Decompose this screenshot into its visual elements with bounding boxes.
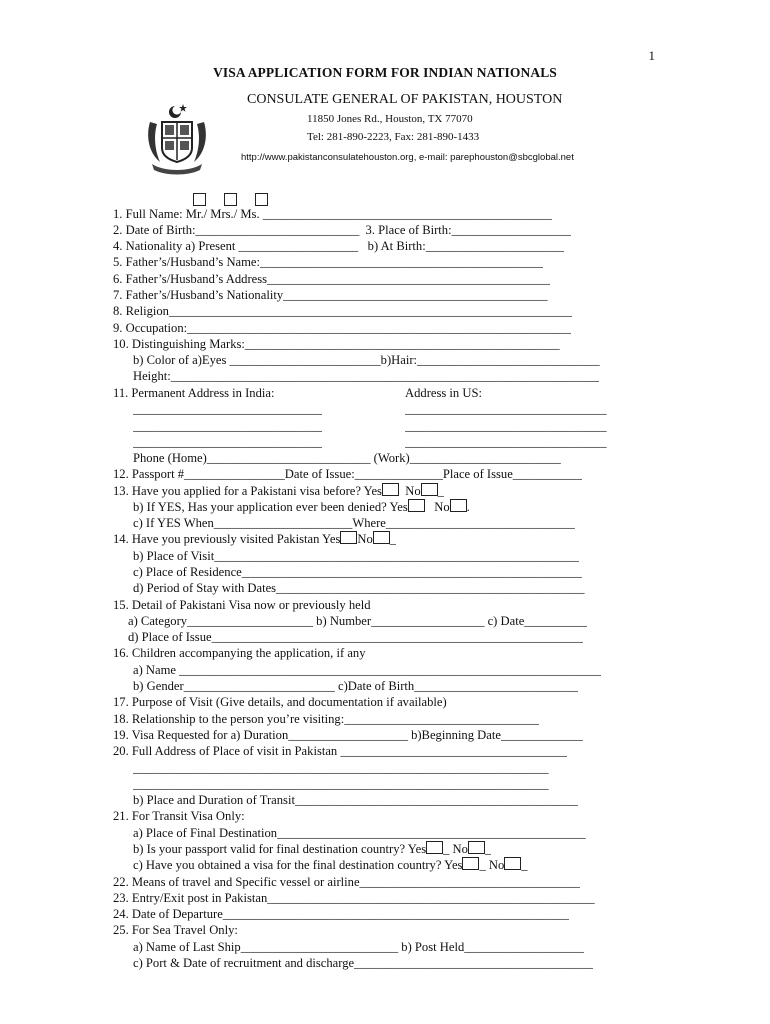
form-line-text: 7. Father’s/Husband’s Nationality__________________________________________ <box>113 288 548 302</box>
form-line-tail: _ No <box>479 858 505 872</box>
form-line-text: b) If YES, Has your application ever been denied? Yes <box>133 500 408 514</box>
form-line <box>113 727 583 743</box>
form-line-text: Height:____________________________________________________________________ <box>133 369 599 383</box>
form-line-text: d) Period of Stay with Dates_________________________________________________ <box>133 581 585 595</box>
form-line <box>133 678 578 694</box>
form-line <box>113 303 572 319</box>
form-line-text: 9. Occupation:_____________________________________________________________ <box>113 321 572 335</box>
form-line-text: 24. Date of Departure_______________________________________________________ <box>113 907 570 921</box>
form-line <box>133 825 586 841</box>
form-line <box>113 906 569 922</box>
form-line-text: c) Port & Date of recruitment and discharge______________________________________ <box>133 956 594 970</box>
form-line-tail: _ <box>389 532 397 546</box>
form-line-text: 15. Detail of Pakistani Visa now or previously held <box>113 598 371 612</box>
form-line-text: 22. Means of travel and Specific vessel or airline___________________________________ <box>113 875 580 889</box>
form-line-text: c) Place of Residence______________________________________________________ <box>133 565 582 579</box>
form-line-text: 17. Purpose of Visit (Give details, and documentation if available) <box>113 695 447 709</box>
form-line <box>405 434 607 450</box>
mr-checkbox[interactable] <box>193 193 206 206</box>
form-line <box>113 238 564 254</box>
consulate-web-email: http://www.pakistanconsulatehouston.org, e-mail: parephouston@sbcglobal.net <box>241 152 574 163</box>
form-line <box>133 776 549 792</box>
form-line <box>113 743 567 759</box>
form-line <box>133 352 600 368</box>
form-title: VISA APPLICATION FORM FOR INDIAN NATIONALS <box>213 65 557 80</box>
form-line-text: ______________________________ <box>133 419 322 433</box>
form-line-text: ______________________________ <box>133 402 322 416</box>
form-line <box>133 939 584 955</box>
form-line <box>133 564 582 580</box>
consulate-address: 11850 Jones Rd., Houston, TX 77070 <box>307 113 473 125</box>
form-line-tail: . <box>466 500 470 514</box>
form-line-text: a) Name of Last Ship_________________________ b) Post Held___________________ <box>133 940 584 954</box>
form-line <box>405 418 607 434</box>
form-line <box>113 645 366 661</box>
form-line-text: 14. Have you previously visited Pakistan Yes <box>113 532 341 546</box>
form-line-text: 1. Full Name: Mr./ Mrs./ Ms. ______________________________________________ <box>113 207 553 221</box>
form-line <box>113 385 274 401</box>
form-line-text: 11. Permanent Address in India: <box>113 386 275 400</box>
form-line-text: c) If YES When______________________Where______________________________ <box>133 516 575 530</box>
form-line <box>133 515 575 531</box>
yes-checkbox[interactable] <box>462 857 479 870</box>
form-line-text: 10. Distinguishing Marks:__________________________________________________ <box>113 337 560 351</box>
form-line-text: 16. Children accompanying the application, if any <box>113 646 366 660</box>
form-line <box>113 466 582 482</box>
no-checkbox[interactable] <box>504 857 521 870</box>
form-line <box>133 499 470 515</box>
form-line-tail: _ <box>484 842 492 856</box>
yes-checkbox[interactable] <box>408 499 425 512</box>
form-line-text: 2. Date of Birth:__________________________ 3. Place of Birth:___________________ <box>113 223 572 237</box>
form-line <box>128 613 587 629</box>
form-line <box>133 857 528 873</box>
form-line <box>113 711 539 727</box>
form-line <box>133 401 322 417</box>
form-line-text: 6. Father’s/Husband’s Address_____________________________________________ <box>113 272 551 286</box>
no-checkbox[interactable] <box>373 531 390 544</box>
form-line-tail: _ No <box>443 842 468 856</box>
form-line <box>113 890 595 906</box>
form-line-text: 8. Religion________________________________________________________________ <box>113 304 572 318</box>
form-line-text: b) Place of Visit__________________________________________________________ <box>133 549 580 563</box>
form-line <box>113 597 371 613</box>
form-line-text: ________________________________ <box>405 435 607 449</box>
yes-checkbox[interactable] <box>426 841 443 854</box>
form-line-text: b) Gender________________________ c)Date of Birth__________________________ <box>133 679 578 693</box>
form-line <box>113 254 543 270</box>
form-line-text: 25. For Sea Travel Only: <box>113 923 238 937</box>
form-line <box>133 580 585 596</box>
form-line <box>113 320 571 336</box>
form-line <box>133 368 599 384</box>
consulate-name: CONSULATE GENERAL OF PAKISTAN, HOUSTON <box>247 92 563 107</box>
page-number: 1 <box>648 48 655 63</box>
form-line-text: a) Name ___________________________________________________________________ <box>133 663 602 677</box>
form-line-tail: No <box>424 500 450 514</box>
form-line <box>133 792 578 808</box>
form-line <box>113 531 396 547</box>
form-line-text: 18. Relationship to the person you’re visiting:_______________________________ <box>113 712 540 726</box>
form-line <box>113 694 447 710</box>
form-line-text: d) Place of Issue___________________________________________________________ <box>128 630 584 644</box>
form-line <box>113 271 550 287</box>
form-line <box>113 287 548 303</box>
form-line-tail: No <box>398 484 421 498</box>
ms-checkbox[interactable] <box>255 193 268 206</box>
form-line <box>128 629 583 645</box>
mrs-checkbox[interactable] <box>224 193 237 206</box>
no-checkbox[interactable] <box>421 483 438 496</box>
form-line-text: b) Is your passport valid for final destination country? Yes <box>133 842 427 856</box>
form-line-text: 20. Full Address of Place of visit in Pakistan ____________________________________ <box>113 744 568 758</box>
form-line-text: 12. Passport #________________Date of Issue:______________Place of Issue___________ <box>113 467 583 481</box>
yes-checkbox[interactable] <box>340 531 357 544</box>
form-line-text: a) Category____________________ b) Number__________________ c) Date__________ <box>128 614 588 628</box>
form-line-text: Address in US: <box>405 386 482 400</box>
form-line <box>133 418 322 434</box>
form-line-tail: _ <box>437 484 444 498</box>
form-line-text: 23. Entry/Exit post in Pakistan____________________________________________________ <box>113 891 595 905</box>
form-line <box>405 401 607 417</box>
no-checkbox[interactable] <box>468 841 485 854</box>
form-line-text: 13. Have you applied for a Pakistani visa before? Yes <box>113 484 382 498</box>
form-line <box>133 662 601 678</box>
form-line <box>113 922 238 938</box>
form-line-text: ______________________________ <box>133 435 322 449</box>
form-line <box>133 450 561 466</box>
form-line-text: b) Color of a)Eyes ________________________b)Hair:_____________________________ <box>133 353 600 367</box>
form-line-text: a) Place of Final Destination_________________________________________________ <box>133 826 586 840</box>
form-line <box>113 336 560 352</box>
form-line-tail: _ <box>521 858 528 872</box>
form-line <box>113 483 444 499</box>
form-line-text: __________________________________________________________________ <box>133 777 549 791</box>
form-line <box>133 955 593 971</box>
yes-checkbox[interactable] <box>382 483 399 496</box>
form-line-text: ________________________________ <box>405 419 607 433</box>
consulate-phone-fax: Tel: 281-890-2223, Fax: 281-890-1433 <box>307 131 480 143</box>
form-line-text: 4. Nationality a) Present ___________________ b) At Birth:______________________ <box>113 239 565 253</box>
form-line-text: 21. For Transit Visa Only: <box>113 809 245 823</box>
form-line-text: Phone (Home)__________________________ (Work)________________________ <box>133 451 561 465</box>
form-line <box>133 841 491 857</box>
form-line-text: c) Have you obtained a visa for the final destination country? Yes <box>133 858 463 872</box>
form-line <box>133 434 322 450</box>
form-line <box>133 548 579 564</box>
form-line-tail: No <box>357 532 373 546</box>
form-line-text: b) Place and Duration of Transit_____________________________________________ <box>133 793 579 807</box>
form-line-text: __________________________________________________________________ <box>133 761 549 775</box>
form-line <box>113 874 580 890</box>
form-line-text: ________________________________ <box>405 402 607 416</box>
form-line-text: 19. Visa Requested for a) Duration___________________ b)Beginning Date_____________ <box>113 728 583 742</box>
no-checkbox[interactable] <box>450 499 467 512</box>
form-line <box>113 206 552 222</box>
form-line-text: 5. Father’s/Husband’s Name:_____________________________________________ <box>113 255 544 269</box>
form-line <box>133 760 549 776</box>
form-line <box>113 222 571 238</box>
pakistan-emblem-icon <box>142 100 212 175</box>
form-line <box>113 808 245 824</box>
form-line <box>405 385 482 401</box>
